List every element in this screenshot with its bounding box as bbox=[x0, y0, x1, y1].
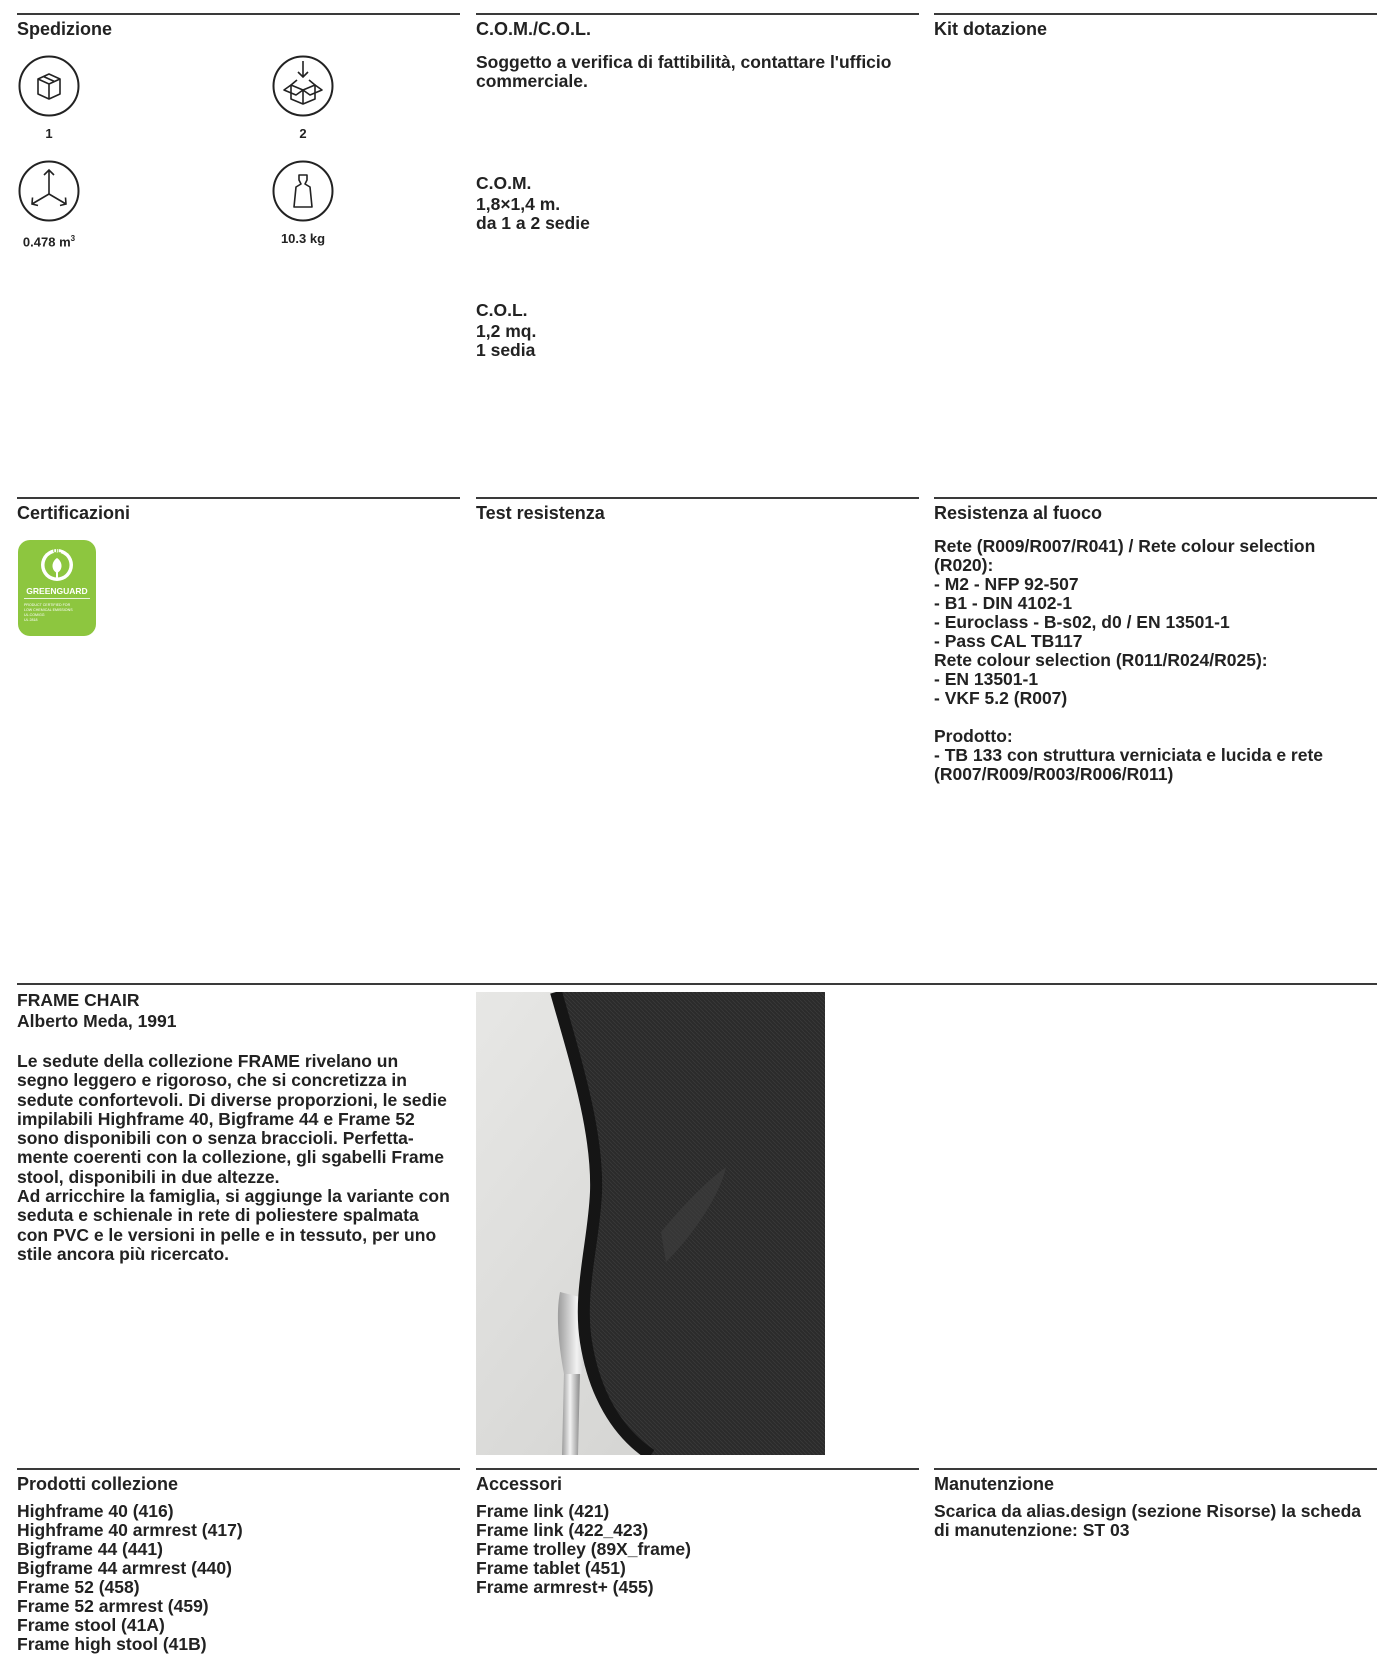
col-block bbox=[476, 301, 536, 360]
list-item: Frame armrest+ (455) bbox=[476, 1577, 654, 1597]
badge-name: GREENGUARD bbox=[26, 586, 88, 596]
badge-small-text: PRODUCT CERTIFIED FOR bbox=[24, 603, 71, 607]
fuoco-line: Prodotto: bbox=[934, 726, 1013, 746]
fuoco-title: Resistenza al fuoco bbox=[934, 503, 1103, 523]
list-item: Frame trolley (89X_frame) bbox=[476, 1539, 691, 1559]
fuoco-line: (R007/R009/R003/R006/R011) bbox=[934, 764, 1174, 784]
section-divider bbox=[17, 983, 1377, 985]
product-heading bbox=[17, 990, 177, 1032]
com-block bbox=[476, 174, 590, 233]
description-line: stool, disponibili in due altezze. bbox=[17, 1166, 280, 1187]
ul-mark: UL bbox=[53, 549, 61, 555]
section-divider bbox=[476, 13, 919, 15]
weight-value: 10.3 kg bbox=[280, 231, 326, 246]
com-col-title: C.O.M./C.O.L. bbox=[476, 19, 591, 39]
badge-small-text: UL 2818 bbox=[24, 618, 38, 622]
section-divider bbox=[17, 13, 460, 15]
kit-title: Kit dotazione bbox=[934, 19, 1047, 39]
package-count: 1 bbox=[45, 126, 53, 141]
description-line: sono disponibili con o senza braccioli. Perfetta- bbox=[17, 1128, 414, 1149]
section-divider bbox=[934, 13, 1377, 15]
spedizione-title: Spedizione bbox=[17, 19, 113, 39]
description-line: mente coerenti con la collezione, gli sgabelli Frame bbox=[17, 1147, 444, 1168]
list-item: Frame link (421) bbox=[476, 1501, 610, 1521]
product-photo bbox=[476, 992, 825, 1455]
box-icon bbox=[18, 55, 80, 117]
manutenzione-line: Scarica da alias.design (sezione Risorse) la scheda bbox=[934, 1501, 1361, 1521]
product-name: FRAME CHAIR bbox=[17, 990, 140, 1010]
com-title: C.O.M. bbox=[476, 173, 532, 193]
volume-unit-exponent: 3 bbox=[70, 234, 76, 243]
description-line: impilabili Highframe 40, Bigframe 44 e Frame 52 bbox=[17, 1108, 415, 1129]
manutenzione-line: di manutenzione: ST 03 bbox=[934, 1520, 1130, 1540]
fuoco-line: - M2 - NFP 92-507 bbox=[934, 574, 1079, 594]
test-resistenza-title: Test resistenza bbox=[476, 503, 605, 523]
com-line: 1,8×1,4 m. bbox=[476, 194, 561, 214]
prodotti-list bbox=[17, 1502, 243, 1654]
description-line: sedute confortevoli. Di diverse proporzioni, le sedie bbox=[17, 1089, 447, 1110]
badge-small-text: UL.COM/GG bbox=[24, 613, 45, 617]
fuoco-line: - EN 13501-1 bbox=[934, 669, 1039, 689]
com-line: da 1 a 2 sedie bbox=[476, 213, 590, 233]
badge-small-text: LOW CHEMICAL EMISSIONS bbox=[24, 608, 73, 612]
col-line: 1 sedia bbox=[476, 340, 536, 360]
section-divider bbox=[476, 497, 919, 499]
certificazioni-title: Certificazioni bbox=[17, 503, 131, 523]
fuoco-line: Rete (R009/R007/R041) / Rete colour selection bbox=[934, 536, 1316, 556]
manutenzione-text bbox=[934, 1502, 1361, 1540]
description-line: segno leggero e rigoroso, che si concretizza in bbox=[17, 1070, 407, 1091]
manutenzione-title: Manutenzione bbox=[934, 1474, 1054, 1494]
section-divider bbox=[17, 1468, 460, 1470]
description-line: stile ancora più ricercato. bbox=[17, 1243, 230, 1264]
weight-icon bbox=[272, 160, 334, 222]
com-col-note bbox=[476, 53, 891, 91]
list-item: Highframe 40 armrest (417) bbox=[17, 1520, 243, 1540]
volume-arrows-icon bbox=[18, 160, 80, 222]
accessori-title: Accessori bbox=[476, 1474, 563, 1494]
list-item: Highframe 40 (416) bbox=[17, 1501, 174, 1521]
note-line: commerciale. bbox=[476, 71, 588, 91]
fuoco-line: - Euroclass - B-s02, d0 / EN 13501-1 bbox=[934, 612, 1230, 632]
fuoco-line: - Pass CAL TB117 bbox=[934, 631, 1083, 651]
list-item: Frame high stool (41B) bbox=[17, 1634, 207, 1654]
list-item: Bigframe 44 armrest (440) bbox=[17, 1558, 232, 1578]
packages-label: 2 bbox=[299, 126, 307, 141]
product-description bbox=[17, 1052, 467, 1264]
product-designer: Alberto Meda, 1991 bbox=[17, 1011, 177, 1031]
open-box-icon bbox=[272, 55, 334, 117]
fuoco-line bbox=[934, 708, 1323, 727]
fuoco-line: (R020): bbox=[934, 555, 994, 575]
section-divider bbox=[17, 497, 460, 499]
fuoco-line: Rete colour selection (R011/R024/R025): bbox=[934, 650, 1268, 670]
accessori-list bbox=[476, 1502, 691, 1597]
description-line: Ad arricchire la famiglia, si aggiunge la variante con bbox=[17, 1186, 450, 1207]
list-item: Frame tablet (451) bbox=[476, 1558, 626, 1578]
fuoco-line: - VKF 5.2 (R007) bbox=[934, 688, 1068, 708]
description-line: Le sedute della collezione FRAME rivelano un bbox=[17, 1051, 399, 1071]
col-title: C.O.L. bbox=[476, 300, 528, 320]
section-divider bbox=[934, 1468, 1377, 1470]
list-item: Frame stool (41A) bbox=[17, 1615, 165, 1635]
section-divider bbox=[934, 497, 1377, 499]
section-divider bbox=[476, 1468, 919, 1470]
col-line: 1,2 mq. bbox=[476, 321, 537, 341]
description-line: con PVC e le versioni in pelle e in tessuto, per uno bbox=[17, 1224, 437, 1245]
volume-value bbox=[0, 232, 109, 249]
description-line: seduta e schienale in rete di poliestere spalmata bbox=[17, 1205, 419, 1226]
fuoco-line: - TB 133 con struttura verniciata e lucida e rete bbox=[934, 745, 1324, 765]
list-item: Frame 52 armrest (459) bbox=[17, 1596, 209, 1616]
volume-text: 0.478 m bbox=[22, 234, 71, 250]
list-item: Bigframe 44 (441) bbox=[17, 1539, 163, 1559]
greenguard-badge bbox=[18, 540, 96, 636]
note-line: Soggetto a verifica di fattibilità, contattare l'ufficio bbox=[476, 52, 892, 72]
prodotti-title: Prodotti collezione bbox=[17, 1474, 179, 1494]
fuoco-line: - B1 - DIN 4102-1 bbox=[934, 593, 1073, 613]
fuoco-list bbox=[934, 537, 1323, 784]
list-item: Frame 52 (458) bbox=[17, 1577, 140, 1597]
list-item: Frame link (422_423) bbox=[476, 1520, 649, 1540]
